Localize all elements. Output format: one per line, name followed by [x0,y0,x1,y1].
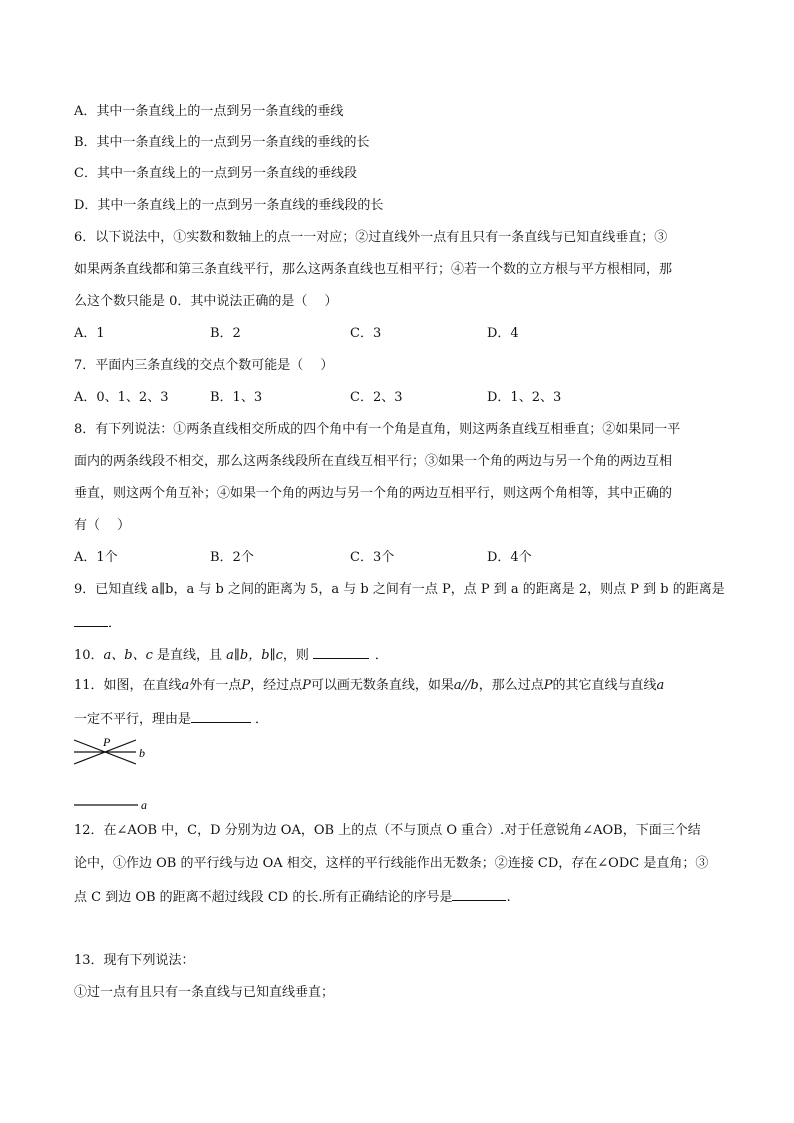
q10-vars: a、b、c [103,648,153,663]
q13-item-1: ①过一点有且只有一条直线与已知直线垂直； [74,985,335,1000]
q11-text-4: 可以画无数条直线，如果 [310,678,454,693]
q12-tail: . [506,890,511,905]
figure-label-b: b [139,746,145,760]
q11-tail: ． [255,712,269,727]
q13-text: 13．现有下列说法： [74,953,195,968]
q11-var-p-1: P [241,678,251,693]
q6-text-line-3: 么这个数只能是 0．其中说法正确的是（ ） [74,294,338,309]
q7-option-c: C．2、3 [350,390,403,405]
q10-text [74,646,388,664]
q6-text-line-2: 如果两条直线都和第三条直线平行，那么这两条直线也互相平行；④若一个数的立方根与平方根相同，那 [74,262,673,277]
q11-answer-blank[interactable] [191,710,251,723]
q10-tail: ． [374,648,388,663]
q12-text-3: 点 C 到边 OB 的距离不超过线段 CD 的长.所有正确结论的序号是 [74,890,453,905]
q5-option-b: B．其中一条直线上的一点到另一条直线的垂线的长 [74,135,370,150]
q12-text-line-1: 12．在∠AOB 中，C，D 分别为边 OA，OB 上的点（不与顶点 O 重合）.对于任意锐角∠AOB，下面三个结 [74,823,701,838]
q8-option-c: C．3个 [350,550,395,565]
q6-option-d: D．4 [487,326,519,341]
q8-option-d: D．4个 [487,550,532,565]
q11-var-a-1: a [181,678,190,693]
q5-option-c: C．其中一条直线上的一点到另一条直线的垂线段 [74,166,357,181]
q7-option-b: B．1、3 [210,390,263,405]
q12-answer-blank[interactable] [452,888,506,901]
q9-answer-line [74,614,121,632]
q11-var-p-2: P [302,678,311,693]
q5-option-d: D．其中一条直线上的一点到另一条直线的垂线段的长 [74,198,384,213]
q7-options [74,390,734,406]
q10-relation: a∥b，b∥c [226,648,283,663]
q10-mid: 是直线，且 [152,648,227,663]
q8-option-b: B．2个 [210,550,254,565]
q5-option-a: A．其中一条直线上的一点到另一条直线的垂线 [74,104,344,119]
q6-text-line-1: 6．以下说法中，①实数和数轴上的点一一对应；②过直线外一点有且只有一条直线与已知直线垂直；③ [74,230,668,245]
q11-figure [70,734,180,814]
q8-option-a: A．1个 [74,550,118,565]
q11-text-line-2 [74,710,268,728]
q8-text-line-2: 面内的两条线段不相交，那么这两条线段所在直线互相平行；③如果一个角的两边与另一个角的两边互相 [74,454,673,469]
q8-text-line-3: 垂直，则这两个角互补；④如果一个角的两边与另一个角的两边互相平行，则这两个角相等，其中正确的 [74,486,673,501]
q6-option-b: B．2 [210,326,241,341]
q10-answer-blank[interactable] [313,646,369,659]
q6-option-a: A．1 [74,326,105,341]
q12-text-line-3 [74,888,511,906]
q7-text: 7．平面内三条直线的交点个数可能是（ ） [74,358,334,373]
q9-tail: ． [108,616,122,631]
q11-text-line-1 [74,678,664,694]
q11-text-7: 一定不平行，理由是 [74,712,192,727]
q10-end: ，则 [282,648,309,663]
q11-text-3: ，经过点 [250,678,303,693]
q11-var-p-3: P [543,678,553,693]
figure-label-p: P [103,735,111,749]
q11-text-2: 外有一点 [189,678,242,693]
q12-text-line-2: 论中，①作边 OB 的平行线与边 OA 相交，这样的平行线能作出无数条；②连接 CD，存在∠ODC 是直角；③ [74,856,709,871]
q8-text-line-4: 有（ ） [74,518,131,533]
q9-answer-blank[interactable] [74,614,108,627]
q9-text: 9．已知直线 a∥b，a 与 b 之间的距离为 5，a 与 b 之间有一点 P，点 P 到 a 的距离是 2，则点 P 到 b 的距离是 [74,582,725,597]
q7-option-a: A．0、1、2、3 [74,390,169,405]
q11-text-6: 的其它直线与直线 [552,678,657,693]
q11-text-5: ，那么过点 [478,678,544,693]
q10-prefix: 10． [74,648,104,663]
q11-text-1: 11．如图，在直线 [74,678,182,693]
q7-option-d: D．1、2、3 [487,390,562,405]
q11-parallel-relation: a//b [453,678,479,693]
q11-var-a-2: a [656,678,665,693]
q6-options [74,326,734,342]
figure-label-a: a [141,798,147,812]
q8-options [74,550,734,566]
q8-text-line-1: 8．有下列说法：①两条直线相交所成的四个角中有一个角是直角，则这两条直线互相垂直；②如果同一平 [74,422,681,437]
q6-option-c: C．3 [350,326,382,341]
